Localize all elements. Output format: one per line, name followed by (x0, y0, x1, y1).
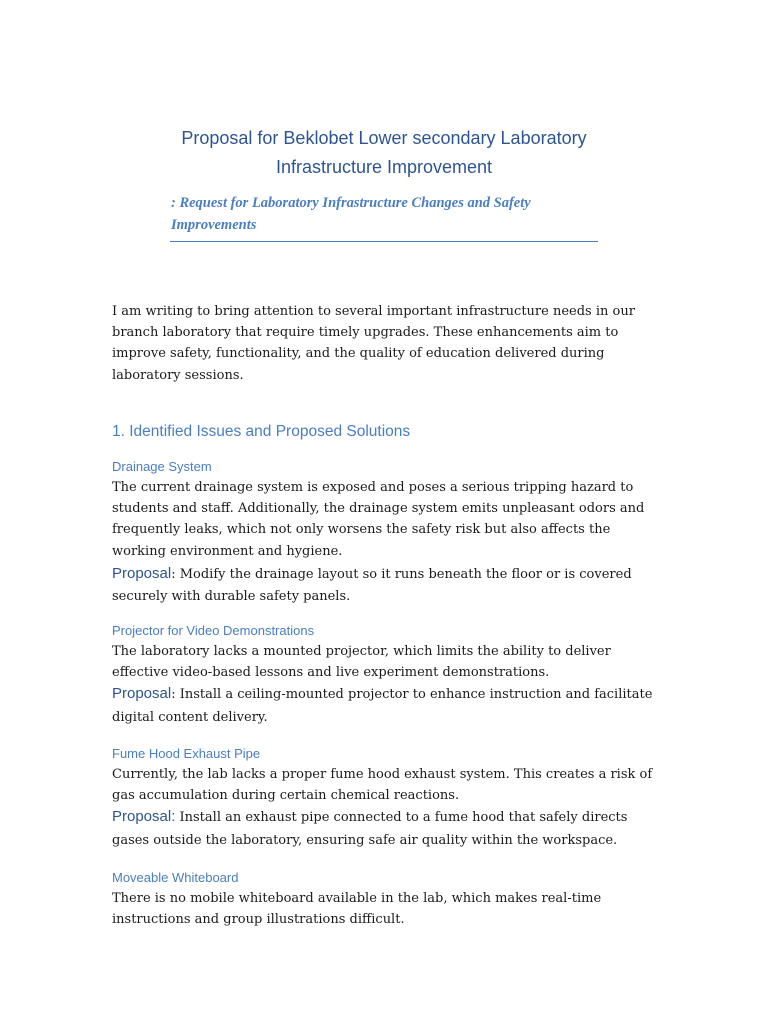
issue-projector (112, 621, 660, 729)
issue-proposal (112, 563, 660, 609)
issue-description: The current drainage system is exposed and poses a serious tripping hazard to students and staff. Additionally, the drainage system emits unpleasant odors and frequently leaks, which not only worsens the safety risk but also affects the working environment and hygiene. (112, 480, 645, 559)
issue-moveable-whiteboard (112, 868, 660, 930)
issue-heading: Moveable Whiteboard (112, 870, 239, 885)
issue-description: There is no mobile whiteboard available in the lab, which makes real-time instructions and group illustrations difficult. (112, 891, 602, 928)
proposal-text: : Modify the drainage layout so it runs beneath the floor or is covered securely with durable safety panels. (112, 566, 632, 605)
intro-section (112, 301, 660, 386)
issue-description: The laboratory lacks a mounted projector, which limits the ability to deliver effective video-based lessons and live experiment demonstrations. (112, 644, 611, 681)
proposal-label: Proposal (112, 685, 172, 703)
proposal-text: : Install a ceiling-mounted projector to enhance instruction and facilitate digital content delivery. (112, 687, 653, 725)
proposal-text: Install an exhaust pipe connected to a fume hood that safely directs gases outside the laboratory, ensuring safe air quality within the workspace. (112, 810, 628, 848)
subtitle-divider (170, 241, 598, 242)
document-title (112, 124, 656, 182)
proposal-label: Proposal: (112, 808, 176, 826)
issue-heading: Fume Hood Exhaust Pipe (112, 746, 261, 761)
issue-heading: Drainage System (112, 459, 212, 474)
proposal-label: Proposal (112, 564, 172, 582)
section-heading: 1. Identified Issues and Proposed Solutions (112, 423, 411, 440)
issue-fume-hood (112, 744, 660, 852)
issue-proposal (112, 683, 660, 729)
issue-proposal (112, 806, 660, 852)
document-subtitle: : Request for Laboratory Infrastructure Changes and Safety Improvements (171, 195, 531, 233)
issue-heading: Projector for Video Demonstrations (112, 623, 315, 638)
issue-drainage-system (112, 457, 660, 609)
title-line-2: Infrastructure Improvement (275, 157, 493, 177)
issue-description: Currently, the lab lacks a proper fume hood exhaust system. This creates a risk of gas accumulation during certain chemical reactions. (112, 767, 653, 804)
title-line-1: Proposal for Beklobet Lower secondary Laboratory (181, 128, 587, 148)
intro-paragraph: I am writing to bring attention to several important infrastructure needs in our branch laboratory that require timely upgrades. These enhancements aim to improve safety, functionality, and the quality of education delivered during laboratory sessions. (112, 304, 635, 383)
